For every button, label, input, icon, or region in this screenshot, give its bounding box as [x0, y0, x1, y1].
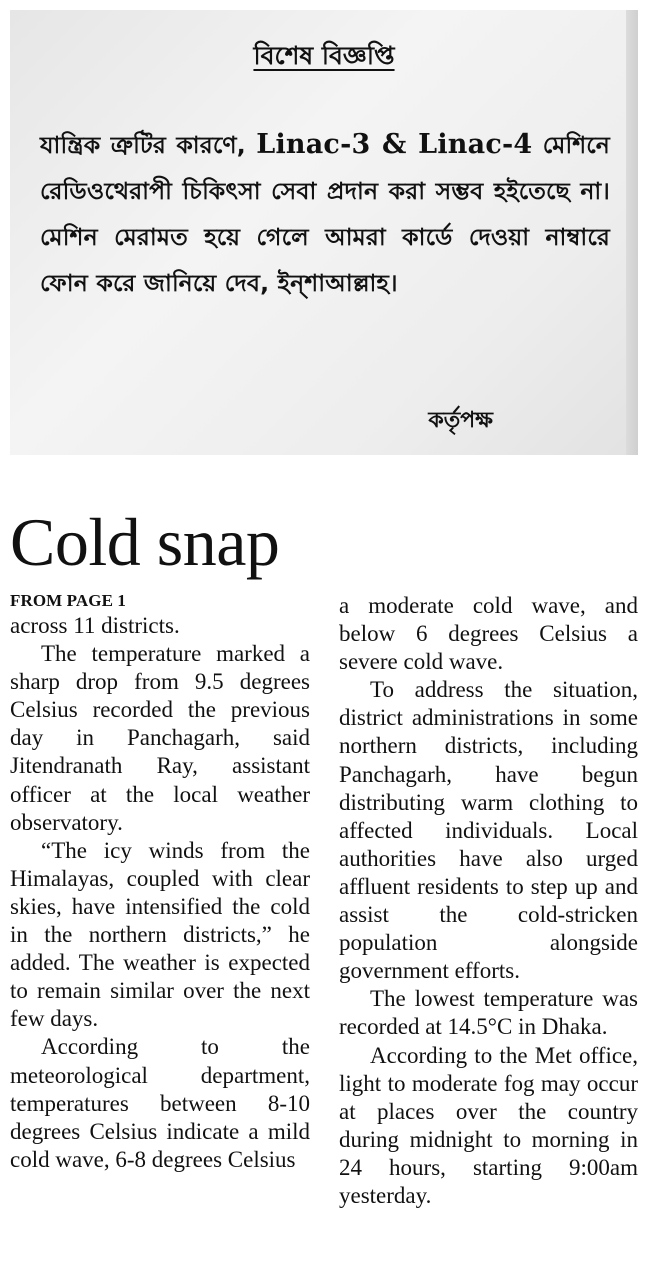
article-paragraph: a moderate cold wave, and below 6 degrees Celsius a severe cold wave. [339, 593, 638, 675]
article-headline: Cold snap [10, 504, 280, 580]
notice-signature: কর্তৃপক্ষ [428, 408, 493, 433]
article-paragraph: According to the Met office, light to moderate fog may occur at places over the country during midnight to morning in 24 hours, starting 9:00am yesterday. [339, 1042, 638, 1208]
notice-title [10, 36, 638, 79]
notice-title-text: বিশেষ বিজ্ঞপ্তি [253, 41, 395, 70]
article-column-right [339, 592, 638, 1210]
notice-photo [10, 10, 638, 455]
notice-body-part2: মেশিনে রেডিওথেরাপী চিকিৎসা সেবা প্রদান করা সম্ভব হইতেছে না। মেশিন মেরামত হয়ে গেলে আমরা কার্ডে দেওয়া নাম্বারে ফোন করে জানিয়ে দেব, ইন্‌শাআল্লাহ। [40, 131, 610, 297]
article-paragraph: “The icy winds from the Himalayas, coupled with clear skies, have intensified the cold in the northern districts,” he added. The weather is expected to remain similar over the next few days. [10, 837, 310, 1032]
article-paragraph: The lowest temperature was recorded at 14.5°C in Dhaka. [339, 986, 638, 1040]
article-paragraph: To address the situation, district administrations in some northern districts, including Panchagarh, have begun distributing warm clothing to affected individuals. Local authorities have also urged affluent residents to step up and assist the cold-stricken population alongside government efforts. [339, 677, 638, 984]
article-column-left [10, 590, 310, 1174]
notice-body [40, 122, 610, 306]
article-paragraph: across 11 districts. [10, 613, 180, 638]
article-paragraph: According to the meteorological department, temperatures between 8-10 degrees Celsius indicate a mild cold wave, 6-8 degrees Celsius [10, 1034, 310, 1172]
article-paragraph: The temperature marked a sharp drop from 9.5 degrees Celsius recorded the previous day in Panchagarh, said Jitendranath Ray, assistant officer at the local weather observatory. [10, 641, 310, 835]
notice-machine-names: Linac-3 & Linac-4 [256, 129, 533, 160]
notice-body-part1: যান্ত্রিক ত্রুটির কারণে, [40, 131, 257, 159]
article-kicker: FROM PAGE 1 [10, 591, 126, 610]
